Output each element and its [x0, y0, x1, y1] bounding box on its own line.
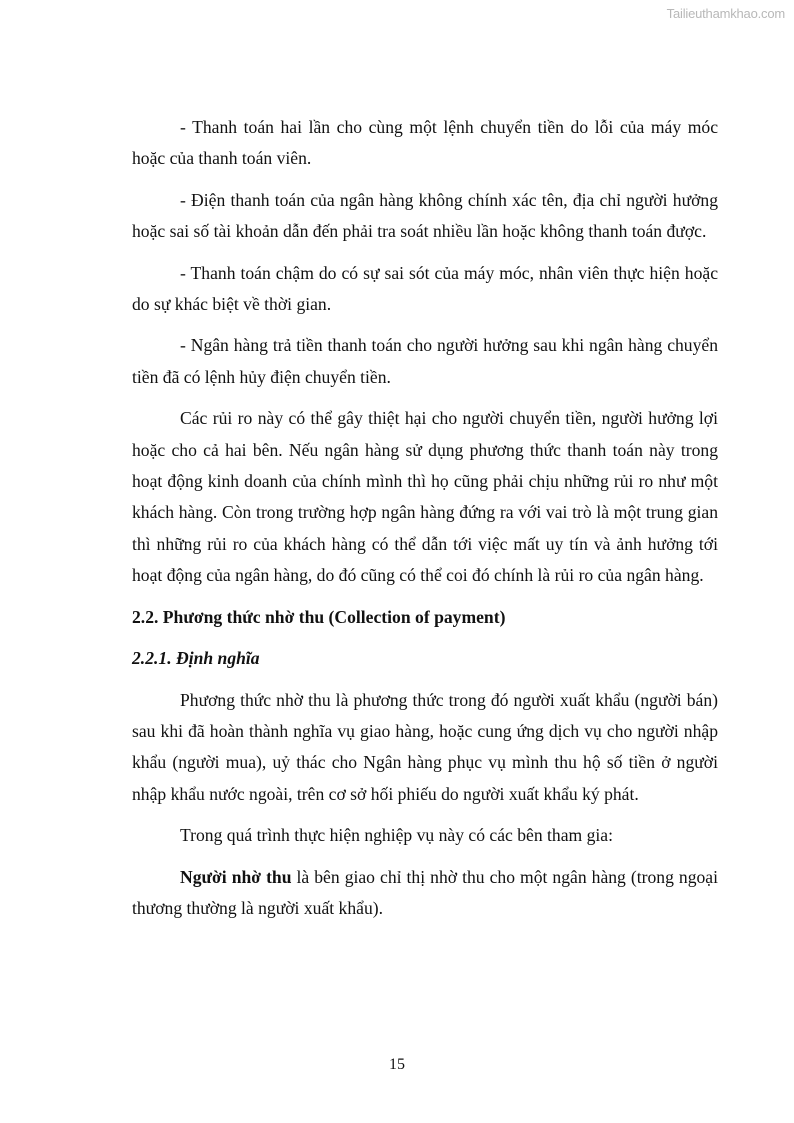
- paragraph-cancelled-order: - Ngân hàng trả tiền thanh toán cho người hưởng sau khi ngân hàng chuyển tiền đã có lệnh hủy điện chuyển tiền.: [132, 335, 718, 387]
- subsection-heading: 2.2.1. Định nghĩa: [132, 648, 260, 669]
- paragraph-double-payment: - Thanh toán hai lần cho cùng một lệnh chuyển tiền do lỗi của máy móc hoặc của thanh toán viên.: [132, 117, 718, 169]
- page-number: 15: [389, 1056, 405, 1073]
- paragraph-participants-intro: Trong quá trình thực hiện nghiệp vụ này có các bên tham gia:: [180, 825, 613, 846]
- paragraph-principal: [132, 862, 718, 925]
- section-heading: 2.2. Phương thức nhờ thu (Collection of payment): [132, 606, 506, 627]
- watermark: Tailieuthamkhao.com: [666, 6, 785, 21]
- term-principal: Người nhờ thu: [180, 866, 292, 887]
- paragraph-incorrect-message: - Điện thanh toán của ngân hàng không chính xác tên, địa chỉ người hưởng hoặc sai số tài khoản dẫn đến phải tra soát nhiều lần hoặc không thanh toán được.: [132, 189, 718, 242]
- document-page: [132, 112, 718, 934]
- paragraph-late-payment: - Thanh toán chậm do có sự sai sót của máy móc, nhân viên thực hiện hoặc do sự khác biệt về thời gian.: [132, 262, 718, 315]
- paragraph-definition: Phương thức nhờ thu là phương thức trong đó người xuất khẩu (người bán) sau khi đã hoàn thành nghĩa vụ giao hàng, hoặc cung ứng dịch vụ cho người nhập khẩu (người mua), uỷ thác cho Ngân hàng phục vụ mình thu hộ số tiền ở người nhập khẩu nước ngoài, trên cơ sở hối phiếu do người xuất khẩu ký phát.: [132, 689, 718, 804]
- principal-description: là bên giao chỉ thị nhờ thu cho một ngân hàng (trong ngoại thương thường là người xuất khẩu).: [132, 866, 718, 918]
- paragraph-risk-summary: Các rủi ro này có thể gây thiệt hại cho người chuyển tiền, người hưởng lợi hoặc cho cả hai bên. Nếu ngân hàng sử dụng phương thức thanh toán này trong hoạt động kinh doanh của chính mình thì họ cũng phải chịu những rủi ro như một khách hàng. Còn trong trường hợp ngân hàng đứng ra với vai trò là một trung gian thì những rủi ro của khách hàng có thể dẫn tới việc mất uy tín và ảnh hưởng tới hoạt động của ngân hàng, do đó cũng có thể coi đó chính là rủi ro của ngân hàng.: [132, 408, 718, 586]
